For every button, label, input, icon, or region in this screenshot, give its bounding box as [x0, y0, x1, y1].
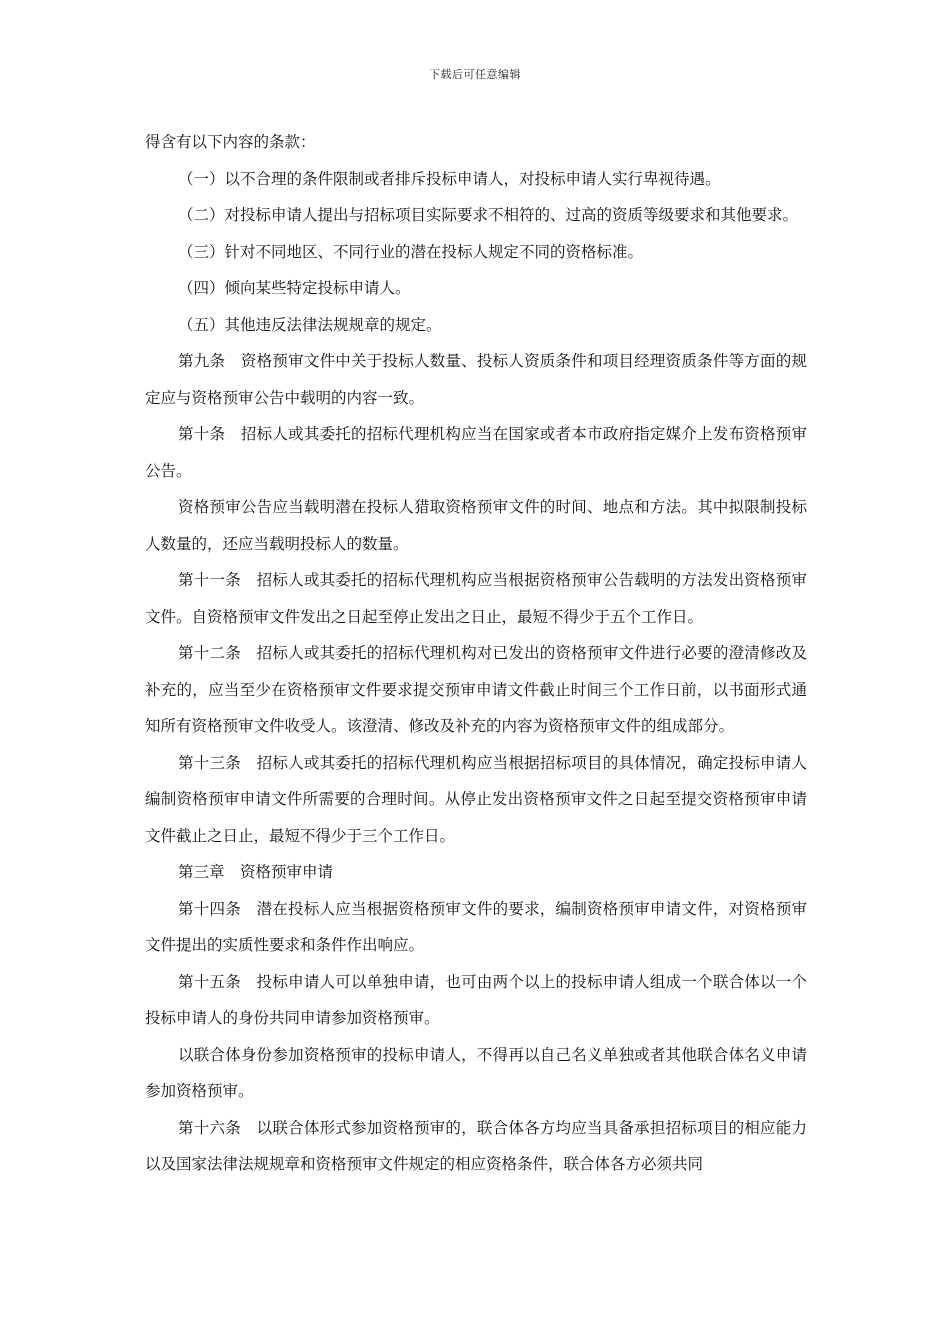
article-11: 第十一条 招标人或其委托的招标代理机构应当根据资格预审公告载明的方法发出资格预审文件。自资格预审文件发出之日起至停止发出之日止，最短不得少于五个工作日。 — [145, 571, 807, 626]
document-body — [145, 124, 807, 1183]
paragraph: （四）倾向某些特定投标申请人。 — [178, 279, 411, 297]
paragraph: 得含有以下内容的条款： — [145, 133, 316, 151]
paragraph: （二）对投标申请人提出与招标项目实际要求不相符的、过高的资质等级要求和其他要求。 — [178, 206, 799, 224]
paragraph: （三）针对不同地区、不同行业的潜在投标人规定不同的资格标准。 — [178, 242, 644, 261]
paragraph: （一）以不合理的条件限制或者排斥投标申请人，对投标申请人实行卑视待遇。 — [178, 169, 721, 188]
article-16: 第十六条 以联合体形式参加资格预审的，联合体各方均应当具备承担招标项目的相应能力以及国家法律法规规章和资格预审文件规定的相应资格条件，联合体各方必须共同 — [145, 1118, 807, 1173]
article-14: 第十四条 潜在投标人应当根据资格预审文件的要求，编制资格预审申请文件，对资格预审文件提出的实质性要求和条件作出响应。 — [145, 899, 807, 954]
paragraph: （五）其他违反法律法规规章的规定。 — [178, 315, 442, 334]
article-13: 第十三条 招标人或其委托的招标代理机构应当根据招标项目的具体情况，确定投标申请人编制资格预审申请文件所需要的合理时间。从停止发出资格预审文件之日起至提交资格预审申请文件截止之日止，最短不得少于三个工作日。 — [145, 753, 807, 845]
article-15: 第十五条 投标申请人可以单独申请，也可由两个以上的投标申请人组成一个联合体以一个投标申请人的身份共同申请参加资格预审。 — [145, 972, 807, 1027]
chapter-heading: 第三章 资格预审申请 — [178, 863, 334, 881]
article-12: 第十二条 招标人或其委托的招标代理机构对已发出的资格预审文件进行必要的澄清修改及补充的，应当至少在资格预审文件要求提交预审申请文件截止时间三个工作日前，以书面形式通知所有资格预审文件收受人。该澄清、修改及补充的内容为资格预审文件的组成部分。 — [145, 644, 807, 735]
paragraph: 以联合体身份参加资格预审的投标申请人，不得再以自己名义单独或者其他联合体名义申请参加资格预审。 — [145, 1045, 807, 1100]
paragraph: 资格预审公告应当载明潜在投标人猎取资格预审文件的时间、地点和方法。其中拟限制投标人数量的，还应当载明投标人的数量。 — [145, 498, 807, 553]
article-10: 第十条 招标人或其委托的招标代理机构应当在国家或者本市政府指定媒介上发布资格预审公告。 — [145, 425, 807, 480]
page-header: 下载后可任意编辑 — [429, 68, 521, 81]
article-9: 第九条 资格预审文件中关于投标人数量、投标人资质条件和项目经理资质条件等方面的规定应与资格预审公告中载明的内容一致。 — [145, 352, 807, 407]
